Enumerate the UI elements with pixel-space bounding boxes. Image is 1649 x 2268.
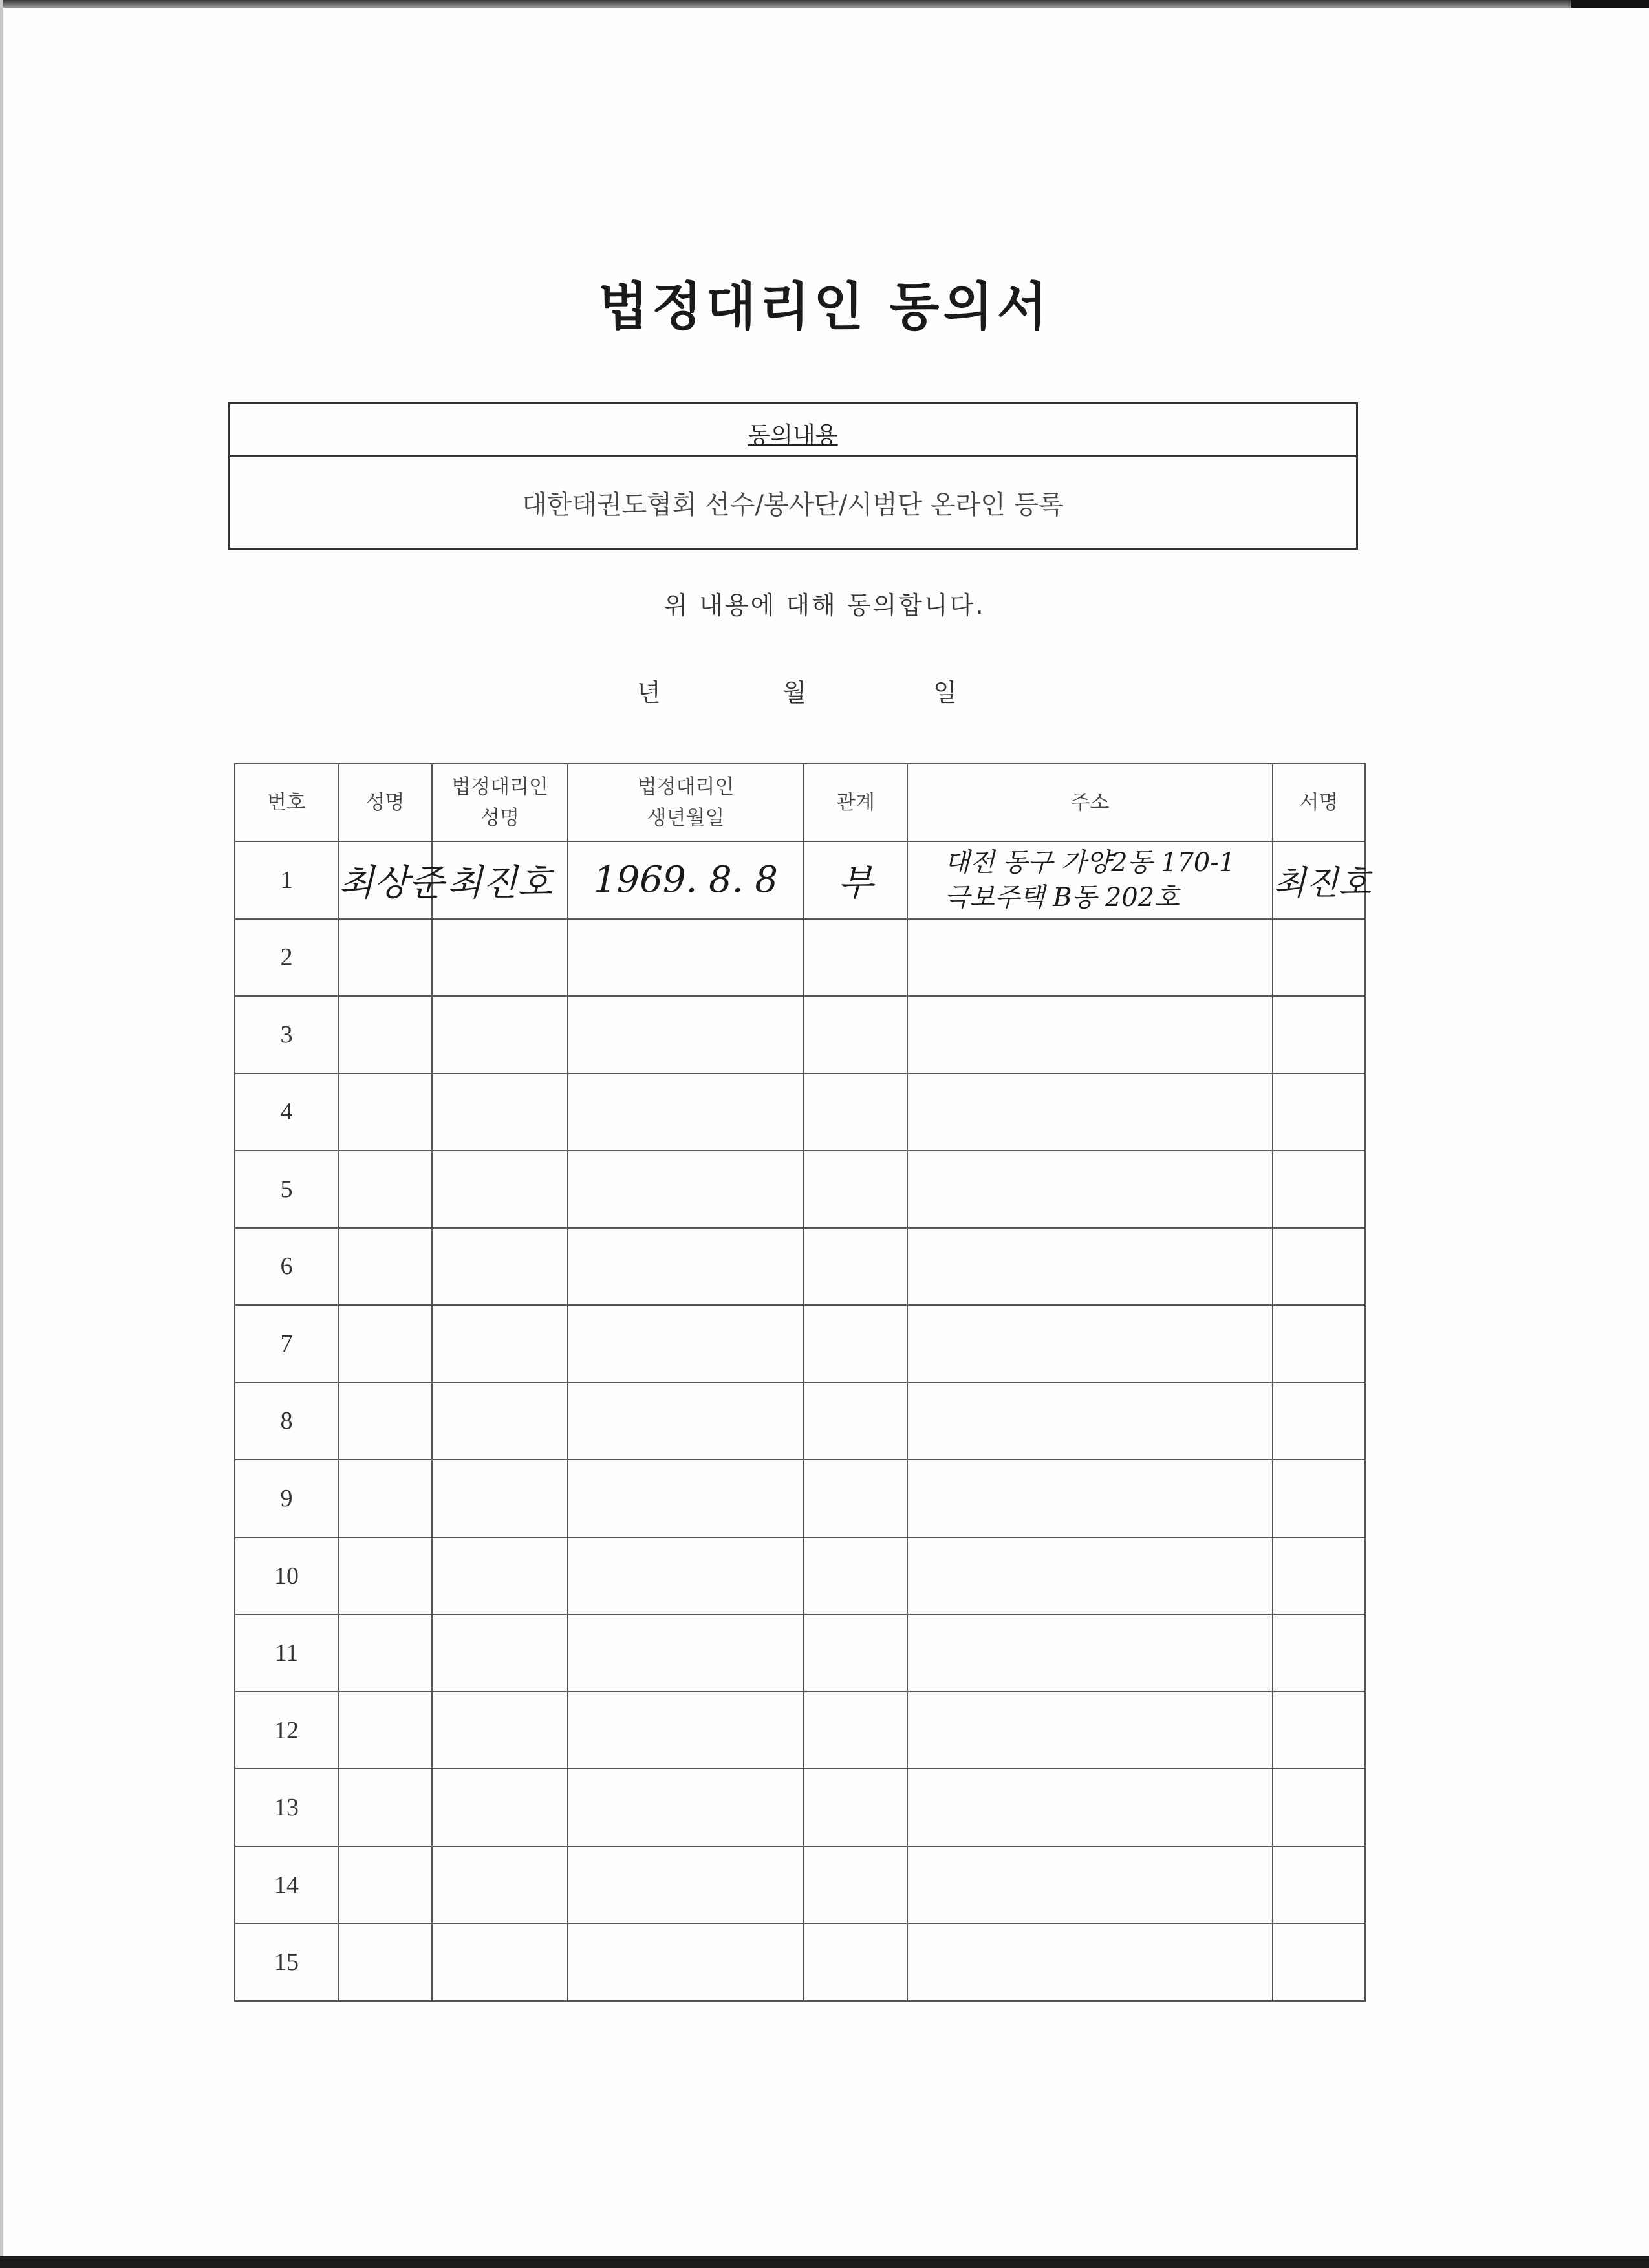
relation-cell — [804, 1150, 907, 1228]
student-name-cell — [338, 1150, 432, 1228]
table-row — [235, 996, 1365, 1074]
header-guardian-name-line1: 법정대리인 — [451, 775, 548, 799]
guardian-name-cell — [432, 1383, 568, 1460]
address-cell — [907, 919, 1273, 997]
address-cell — [907, 1769, 1273, 1846]
relation: 부 — [837, 861, 874, 904]
guardian-name-cell — [432, 1846, 568, 1924]
relation-cell — [804, 1846, 907, 1924]
guardian-birth-cell — [568, 841, 804, 919]
table-row — [235, 1846, 1365, 1924]
signature-cell — [1273, 1383, 1365, 1460]
relation-cell — [804, 1923, 907, 2001]
student-name-cell — [338, 1846, 432, 1924]
table-row — [235, 1150, 1365, 1228]
guardian-birth: 1969. 8. 8 — [594, 859, 778, 902]
signature-cell — [1273, 1923, 1365, 2001]
table-row — [235, 1614, 1365, 1692]
signature-cell — [1273, 996, 1365, 1074]
guardian-name-cell — [432, 1769, 568, 1846]
signature-cell — [1273, 1769, 1365, 1846]
relation-cell — [804, 1383, 907, 1460]
address-cell — [907, 1228, 1273, 1306]
student-name-cell — [338, 1383, 432, 1460]
row-number: 6 — [235, 1228, 338, 1306]
guardian-birth-cell — [568, 1150, 804, 1228]
relation-cell — [804, 996, 907, 1074]
guardian-name-cell — [432, 1614, 568, 1692]
scan-edge-left — [0, 0, 3, 2268]
guardian-name-cell — [432, 1150, 568, 1228]
relation-cell — [804, 1228, 907, 1306]
relation-cell — [804, 1692, 907, 1769]
address-cell — [907, 1074, 1273, 1151]
header-guardian-birth-line2: 생년월일 — [647, 806, 725, 830]
relation-cell — [804, 1614, 907, 1692]
consent-header — [230, 404, 1356, 457]
row-number: 13 — [235, 1769, 338, 1846]
document-title: 법정대리인 동의서 — [598, 277, 1051, 337]
guardian-birth-cell — [568, 1537, 804, 1615]
guardian-birth-cell — [568, 919, 804, 997]
address-cell — [907, 1383, 1273, 1460]
scan-edge-bottom — [0, 2256, 1649, 2268]
header-no: 번호 — [235, 764, 338, 841]
table-row — [235, 1923, 1365, 2001]
relation-cell — [804, 1769, 907, 1846]
relation-cell — [804, 841, 907, 919]
relation-cell — [804, 1074, 907, 1151]
student-name-cell — [338, 1692, 432, 1769]
row-number: 9 — [235, 1460, 338, 1537]
student-name-cell — [338, 1769, 432, 1846]
header-relation: 관계 — [804, 764, 907, 841]
student-name-cell — [338, 1460, 432, 1537]
row-number: 10 — [235, 1537, 338, 1615]
address-cell — [907, 1692, 1273, 1769]
signature-cell — [1273, 1228, 1365, 1306]
student-name-cell — [338, 1537, 432, 1615]
guardian-name-cell — [432, 1305, 568, 1383]
row-number: 1 — [235, 841, 338, 919]
header-guardian-birth-line1: 법정대리인 — [637, 775, 735, 799]
scan-edge-top-right — [1571, 0, 1649, 8]
row-number: 11 — [235, 1614, 338, 1692]
row-number: 15 — [235, 1923, 338, 2001]
row-number: 4 — [235, 1074, 338, 1151]
consent-content-box — [228, 402, 1358, 550]
guardian-birth-cell — [568, 1769, 804, 1846]
relation-cell — [804, 1305, 907, 1383]
address-line2: 극보주택 B동 202호 — [944, 882, 1180, 913]
guardian-birth-cell — [568, 1228, 804, 1306]
student-name-cell — [338, 1614, 432, 1692]
header-guardian-birth — [568, 764, 804, 841]
guardian-birth-cell — [568, 1692, 804, 1769]
guardian-name-cell — [432, 1228, 568, 1306]
student-name-cell — [338, 919, 432, 997]
signature-cell — [1273, 1460, 1365, 1537]
signature-cell — [1273, 1846, 1365, 1924]
table-row — [235, 1074, 1365, 1151]
table-header-row — [235, 764, 1365, 841]
address-cell — [907, 1614, 1273, 1692]
date-year-label: 년 — [637, 678, 661, 707]
guardian-name-cell — [432, 841, 568, 919]
guardian-name-cell — [432, 996, 568, 1074]
student-name-cell — [338, 841, 444, 919]
signature-cell — [1273, 1614, 1365, 1692]
row-number: 7 — [235, 1305, 338, 1383]
guardian-name-cell — [432, 1460, 568, 1537]
guardian-birth-cell — [568, 1383, 804, 1460]
guardian-birth-cell — [568, 1074, 804, 1151]
signature-cell — [1273, 919, 1365, 997]
signature-cell — [1273, 1537, 1365, 1615]
table-row — [235, 1228, 1365, 1306]
address-cell — [907, 841, 1273, 919]
guardian-name-cell — [432, 1692, 568, 1769]
header-signature: 서명 — [1273, 764, 1365, 841]
address-cell — [907, 1305, 1273, 1383]
address-cell — [907, 1923, 1273, 2001]
guardian-birth-cell — [568, 1305, 804, 1383]
student-name-cell — [338, 1228, 432, 1306]
table-row — [235, 1383, 1365, 1460]
row-number: 12 — [235, 1692, 338, 1769]
guardian-name: 최진호 — [447, 861, 553, 904]
address-line1: 대전 동구 가양2동 170-1 — [944, 847, 1236, 878]
guardian-name-cell — [432, 919, 568, 997]
relation-cell — [804, 1460, 907, 1537]
guardian-name-cell — [432, 1074, 568, 1151]
student-name-cell — [338, 996, 432, 1074]
header-guardian-name — [432, 764, 568, 841]
table-row — [235, 919, 1365, 997]
table-row — [235, 1460, 1365, 1537]
table-row — [235, 1692, 1365, 1769]
relation-cell — [804, 1537, 907, 1615]
signature-cell — [1273, 1692, 1365, 1769]
row-number: 14 — [235, 1846, 338, 1924]
guardian-name-cell — [432, 1923, 568, 2001]
row-number: 8 — [235, 1383, 338, 1460]
header-guardian-name-line2: 성명 — [480, 806, 519, 830]
student-name-cell — [338, 1305, 432, 1383]
guardian-birth-cell — [568, 1923, 804, 2001]
address-cell — [907, 1846, 1273, 1924]
relation-cell — [804, 919, 907, 997]
student-name-cell — [338, 1923, 432, 2001]
row-number: 3 — [235, 996, 338, 1074]
header-name: 성명 — [338, 764, 432, 841]
student-name: 최상준 — [339, 861, 444, 904]
address-cell — [907, 1460, 1273, 1537]
address-cell — [907, 1150, 1273, 1228]
consent-header-label: 동의내용 — [748, 422, 838, 449]
date-day-label: 일 — [933, 678, 957, 707]
address — [945, 845, 1235, 915]
signature-cell — [1273, 1074, 1365, 1151]
header-address: 주소 — [907, 764, 1273, 841]
row-number: 2 — [235, 919, 338, 997]
guardian-name-cell — [432, 1537, 568, 1615]
consent-content: 대한태권도협회 선수/봉사단/시범단 온라인 등록 — [522, 490, 1064, 520]
address-cell — [907, 1537, 1273, 1615]
guardian-birth-cell — [568, 1846, 804, 1924]
table-row — [235, 1537, 1365, 1615]
table-row — [235, 1305, 1365, 1383]
date-month-label: 월 — [782, 678, 806, 707]
table-row — [235, 841, 1365, 919]
row-number: 5 — [235, 1150, 338, 1228]
signature: 최진호 — [1273, 864, 1371, 903]
student-name-cell — [338, 1074, 432, 1151]
table-row — [235, 1769, 1365, 1846]
registration-table — [234, 763, 1371, 2002]
guardian-birth-cell — [568, 1614, 804, 1692]
address-cell — [907, 996, 1273, 1074]
signature-cell — [1273, 1305, 1365, 1383]
guardian-birth-cell — [568, 1460, 804, 1537]
agreement-statement: 위 내용에 대해 동의합니다. — [663, 591, 986, 620]
signature-cell — [1273, 1150, 1365, 1228]
scan-edge-top — [0, 0, 1649, 8]
signature-cell — [1273, 841, 1371, 919]
guardian-birth-cell — [568, 996, 804, 1074]
